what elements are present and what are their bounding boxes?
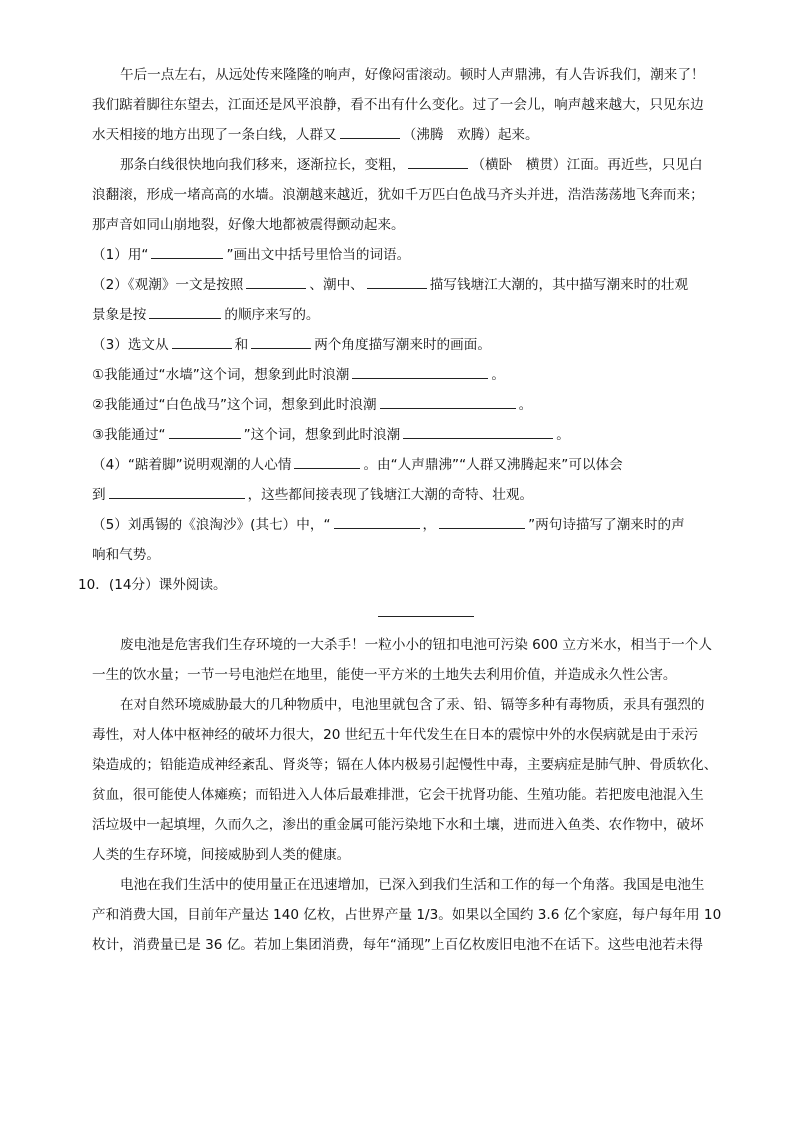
answer-blank[interactable] (151, 242, 223, 259)
passage1-line: 我们踮着脚往东望去，江面还是风平浪静，看不出有什么变化。过了一会儿，响声越来越大，只见东边 (92, 97, 704, 113)
passage1-line (92, 150, 728, 180)
question-text: （1）用“ (92, 247, 149, 263)
passage2-line: 活垃圾中一起填埋，久而久之，渗出的重金属可能污染地下水和土壤，进而进入鱼类、农作物中，破坏 (92, 817, 704, 833)
question-text: ③我能通过“ (92, 427, 166, 443)
question-text: 的顺序来写的。 (224, 307, 320, 323)
passage2-line: 染造成的；铅能造成神经紊乱、肾炎等；镉在人体内极易引起慢性中毒，主要病症是肺气肿、骨质软化、 (92, 757, 718, 773)
passage1-text: （横卧 横贯）江面。再近些，只见白 (471, 157, 703, 173)
answer-blank[interactable] (367, 272, 427, 289)
passage1-line: 那声音如同山崩地裂，好像大地都被震得颤动起来。 (92, 217, 405, 233)
question-text: 。 (518, 397, 533, 413)
passage2-line: 毒性，对人体中枢神经的破坏力很大，20 世纪五十年代发生在日本的震惊中外的水俣病就是由于汞污 (92, 727, 699, 743)
question-text: 和 (234, 337, 249, 353)
question-2-cont (92, 300, 728, 330)
question-3-2 (92, 390, 728, 420)
passage1-text: 那条白线很快地向我们移来，逐渐拉长，变粗， (120, 157, 406, 173)
question-text: ②我能通过“白色战马”这个词，想象到此时浪潮 (92, 397, 377, 413)
passage2-line: 产和消费大国，目前年产量达 140 亿枚，占世界产量 1/3。如果以全国约 3.6 亿个家庭，每户每年用 10 (92, 907, 722, 923)
answer-blank[interactable] (334, 512, 420, 529)
question-10-label: 10．(14分）课外阅读。 (78, 577, 227, 593)
question-text: 景象是按 (92, 307, 147, 323)
answer-blank[interactable] (439, 512, 525, 529)
passage2-line: 在对自然环境威胁最大的几种物质中，电池里就包含了汞、铅、镉等多种有毒物质，汞具有强烈的 (120, 697, 705, 713)
question-text: 。 (556, 427, 570, 443)
answer-blank[interactable] (169, 422, 241, 439)
question-2 (92, 270, 728, 300)
question-4 (92, 450, 728, 480)
question-text: ， (422, 517, 437, 533)
question-text: 。 (491, 367, 505, 383)
answer-blank[interactable] (109, 482, 245, 499)
answer-blank[interactable] (408, 152, 468, 169)
question-text: 、潮中、 (309, 277, 364, 293)
passage1-text: 水天相接的地方出现了一条白线，人群又 (92, 127, 337, 143)
passage1-line: 浪翻滚，形成一堵高高的水墙。浪潮越来越近，犹如千万匹白色战马齐头并进，浩浩荡荡地飞奔而来； (92, 187, 704, 203)
passage1-line: 午后一点左右，从远处传来隆隆的响声，好像闷雷滚动。顿时人声鼎沸，有人告诉我们，潮来了！ (120, 67, 705, 83)
answer-blank[interactable] (246, 272, 306, 289)
question-text: （3）选文从 (92, 337, 169, 353)
exam-page (78, 60, 728, 960)
question-text: 两个角度描写潮来时的画面。 (314, 337, 491, 353)
answer-blank[interactable] (172, 332, 232, 349)
passage1-line (92, 120, 728, 150)
question-text: （4）“踮着脚”说明观潮的人心情 (92, 457, 292, 473)
answer-blank[interactable] (352, 362, 488, 379)
answer-blank[interactable] (149, 302, 221, 319)
question-text: （2）《观潮》一文是按照 (92, 277, 244, 293)
passage2-line: 一生的饮水量；一节一号电池烂在地里，能使一平方米的土地失去利用价值，并造成永久性公害。 (92, 667, 677, 683)
passage2-line: 枚计，消费量已是 36 亿。若加上集团消费，每年“涌现”上百亿枚废旧电池不在话下。这些电池若未得 (92, 937, 703, 953)
passage2-line: 电池在我们生活中的使用量正在迅速增加，已深入到我们生活和工作的每一个角落。我国是电池生 (120, 877, 705, 893)
title-blank[interactable] (92, 600, 728, 630)
question-5 (92, 510, 728, 540)
question-text: ，这些都间接表现了钱塘江大潮的奇特、壮观。 (247, 487, 534, 503)
question-text: （5）刘禹锡的《浪淘沙》(其七）中，“ (92, 517, 331, 533)
passage1-text: （沸腾 欢腾）起来。 (402, 127, 539, 143)
question-3 (92, 330, 728, 360)
question-1 (92, 240, 728, 270)
question-3-1 (92, 360, 728, 390)
passage2-line: 贫血，很可能使人体瘫痪；而铅进入人体后最难排泄，它会干扰肾功能、生殖功能。若把废电池混入生 (92, 787, 704, 803)
question-text: ”两句诗描写了潮来时的声 (528, 517, 685, 533)
answer-blank[interactable] (403, 422, 553, 439)
answer-blank[interactable] (340, 122, 400, 139)
answer-blank[interactable] (251, 332, 311, 349)
question-3-3 (92, 420, 728, 450)
question-5-cont: 响和气势。 (92, 547, 160, 563)
answer-blank[interactable] (380, 392, 516, 409)
question-text: 。由“人声鼎沸”“人群又沸腾起来”可以体会 (363, 457, 623, 473)
question-text: ”这个词，想象到此时浪潮 (243, 427, 401, 443)
passage2-line: 废电池是危害我们生存环境的一大杀手！一粒小小的钮扣电池可污染 600 立方米水，相当于一个人 (120, 637, 712, 653)
answer-blank[interactable] (294, 452, 360, 469)
question-text: ”画出文中括号里恰当的词语。 (226, 247, 411, 263)
question-text: ①我能通过“水墙”这个词，想象到此时浪潮 (92, 367, 350, 383)
question-4-cont (92, 480, 728, 510)
question-text: 到 (92, 487, 106, 503)
passage2-line: 人类的生存环境，间接威胁到人类的健康。 (92, 847, 351, 863)
question-text: 描写钱塘江大潮的，其中描写潮来时的壮观 (429, 277, 689, 293)
